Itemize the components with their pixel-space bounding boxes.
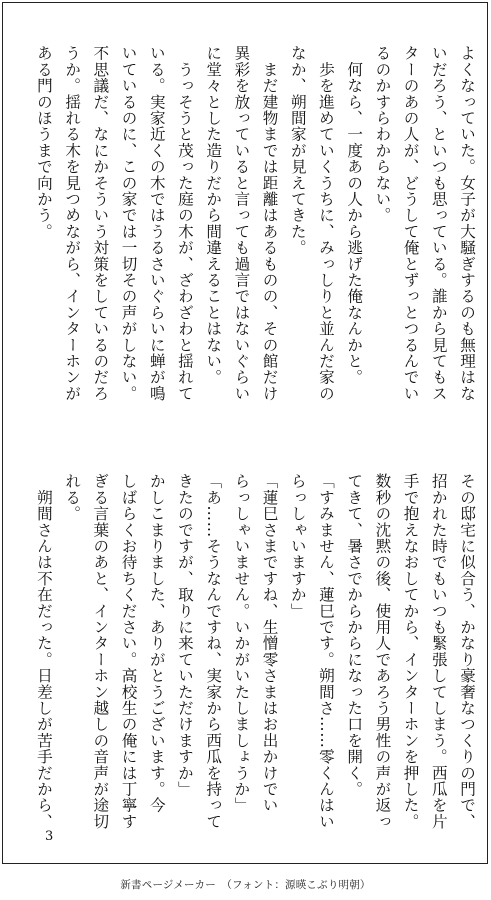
text-line: 数秒の沈黙の後、使用人であろう男性の声が返っ bbox=[373, 473, 392, 830]
text-line: なか、朔間家が見えてきた。 bbox=[288, 45, 307, 256]
text-line: 歩を進めていくうちに、みっしりと並んだ家の bbox=[316, 45, 335, 402]
text-line: 朔間さんは不在だった。日差しが苦手だから、 bbox=[34, 473, 53, 830]
text-line: 「蓮巳さまですね、生憎零さまはお出かけでい bbox=[260, 473, 279, 814]
text-line: ターのあの人が、どうして俺とずっとつるんでい bbox=[401, 45, 420, 402]
text-line: 招かれた時でもいつも緊張してしまう。西瓜を片 bbox=[429, 473, 448, 830]
text-line: かしこまりました、ありがとうございます。今 bbox=[147, 473, 166, 814]
text-line: いているのに、この家では一切その声がしない。 bbox=[119, 45, 138, 402]
lower-text-block bbox=[30, 473, 481, 865]
text-line: に堂々とした造りだから間違えることはない。 bbox=[204, 45, 223, 386]
text-line: うか。揺れる木を見つめながら、インターホンが bbox=[63, 45, 82, 402]
text-line: 不思議だ、なにかそういう対策をしているのだろ bbox=[91, 45, 110, 402]
text-line: ある門のほうまで向かう。 bbox=[34, 45, 53, 240]
text-line: れる。 bbox=[63, 473, 82, 522]
text-line: 異彩を放っていると言っても過言ではないぐらい bbox=[232, 45, 251, 402]
text-line: 何なら、一度あの人から逃げた俺なんかと。 bbox=[345, 45, 364, 386]
text-line: てきて、暑さでからからになった口を開く。 bbox=[345, 473, 364, 797]
text-line: よくなっていた。女子が大騒ぎするのも無理はな bbox=[458, 45, 476, 402]
text-line: いだろう、といつも思っている。誰から見てもス bbox=[429, 45, 448, 402]
footer-caption: 新書ページメーカー （フォント：源暎こぶり明朝） bbox=[120, 879, 371, 891]
text-line: 手で抱えなおしてから、インターホンを押した。 bbox=[401, 473, 420, 830]
upper-text-block bbox=[30, 45, 481, 437]
page-frame bbox=[2, 2, 488, 864]
text-line: うっそうと茂った庭の木が、ざわざわと揺れて bbox=[175, 45, 194, 402]
text-line: 「あ……そうなんですね、実家から西瓜を持って bbox=[204, 473, 223, 830]
text-line: ぎる言葉のあと、インターホン越しの音声が途切 bbox=[91, 473, 110, 830]
text-line: いる。実家近くの木ではうるさいぐらいに蝉が鳴 bbox=[147, 45, 166, 402]
text-line: その邸宅に似合う、かなり豪奢なつくりの門で、 bbox=[458, 473, 476, 830]
text-line: るのかすらわからない。 bbox=[373, 45, 392, 224]
text-line: 「すみません、蓮巳です。朔間さ……零くんはい bbox=[316, 473, 335, 830]
text-line: らっしゃいません。いかがいたしましょうか」 bbox=[232, 473, 251, 814]
text-line: らっしゃいますか」 bbox=[288, 473, 307, 619]
text-line: しばらくお待ちください。高校生の俺には丁寧す bbox=[119, 473, 138, 830]
text-line: まだ建物までは距離はあるものの、その館だけ bbox=[260, 45, 279, 402]
text-line: きたのですが、取りに来ていただけますか」 bbox=[175, 473, 194, 797]
page-number: 3 bbox=[45, 829, 54, 844]
